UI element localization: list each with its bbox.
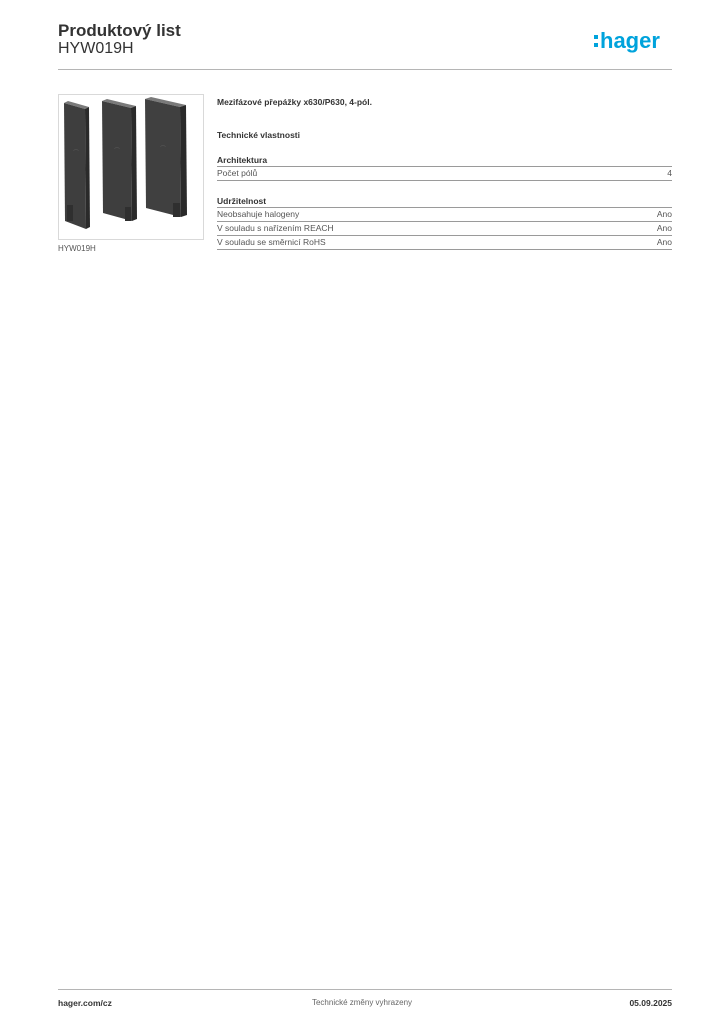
property-value: Ano [656,223,672,233]
group-sustainability [217,195,672,250]
property-label: Počet pólů [217,168,258,178]
property-value: Ano [656,209,672,219]
property-label: V souladu se směrnicí RoHS [217,237,326,247]
property-value: Ano [656,237,672,247]
footer-date: 05.09.2025 [629,998,672,1008]
partition-plates-image [59,95,203,239]
svg-text:⌒: ⌒ [160,147,167,153]
product-code: HYW019H [58,40,134,57]
footer-divider [58,989,672,990]
group-title: Architektura [217,154,672,167]
product-image [58,94,204,240]
header-divider [58,69,672,70]
footer-website-link[interactable]: hager.com/cz [58,998,112,1008]
property-value: 4 [667,168,672,178]
property-row [217,222,672,236]
svg-text:⌒: ⌒ [114,149,121,155]
svg-text:⌒: ⌒ [73,151,80,157]
property-row [217,208,672,222]
footer-note: Technické změny vyhrazeny [311,998,413,1007]
section-heading-tech: Technické vlastnosti [217,130,300,140]
property-row [217,167,672,181]
group-title: Udržitelnost [217,195,672,208]
property-label: Neobsahuje halogeny [217,209,300,219]
property-row [217,236,672,250]
image-caption: HYW019H [58,244,96,253]
group-architecture [217,154,672,181]
property-label: V souladu s nařízením REACH [217,223,334,233]
hager-logo [594,27,674,57]
page-title: Produktový list [58,21,181,40]
product-details [217,96,672,250]
product-name: Mezifázové přepážky x630/P630, 4-pól. [217,97,372,107]
brand-name: hager [600,28,660,53]
